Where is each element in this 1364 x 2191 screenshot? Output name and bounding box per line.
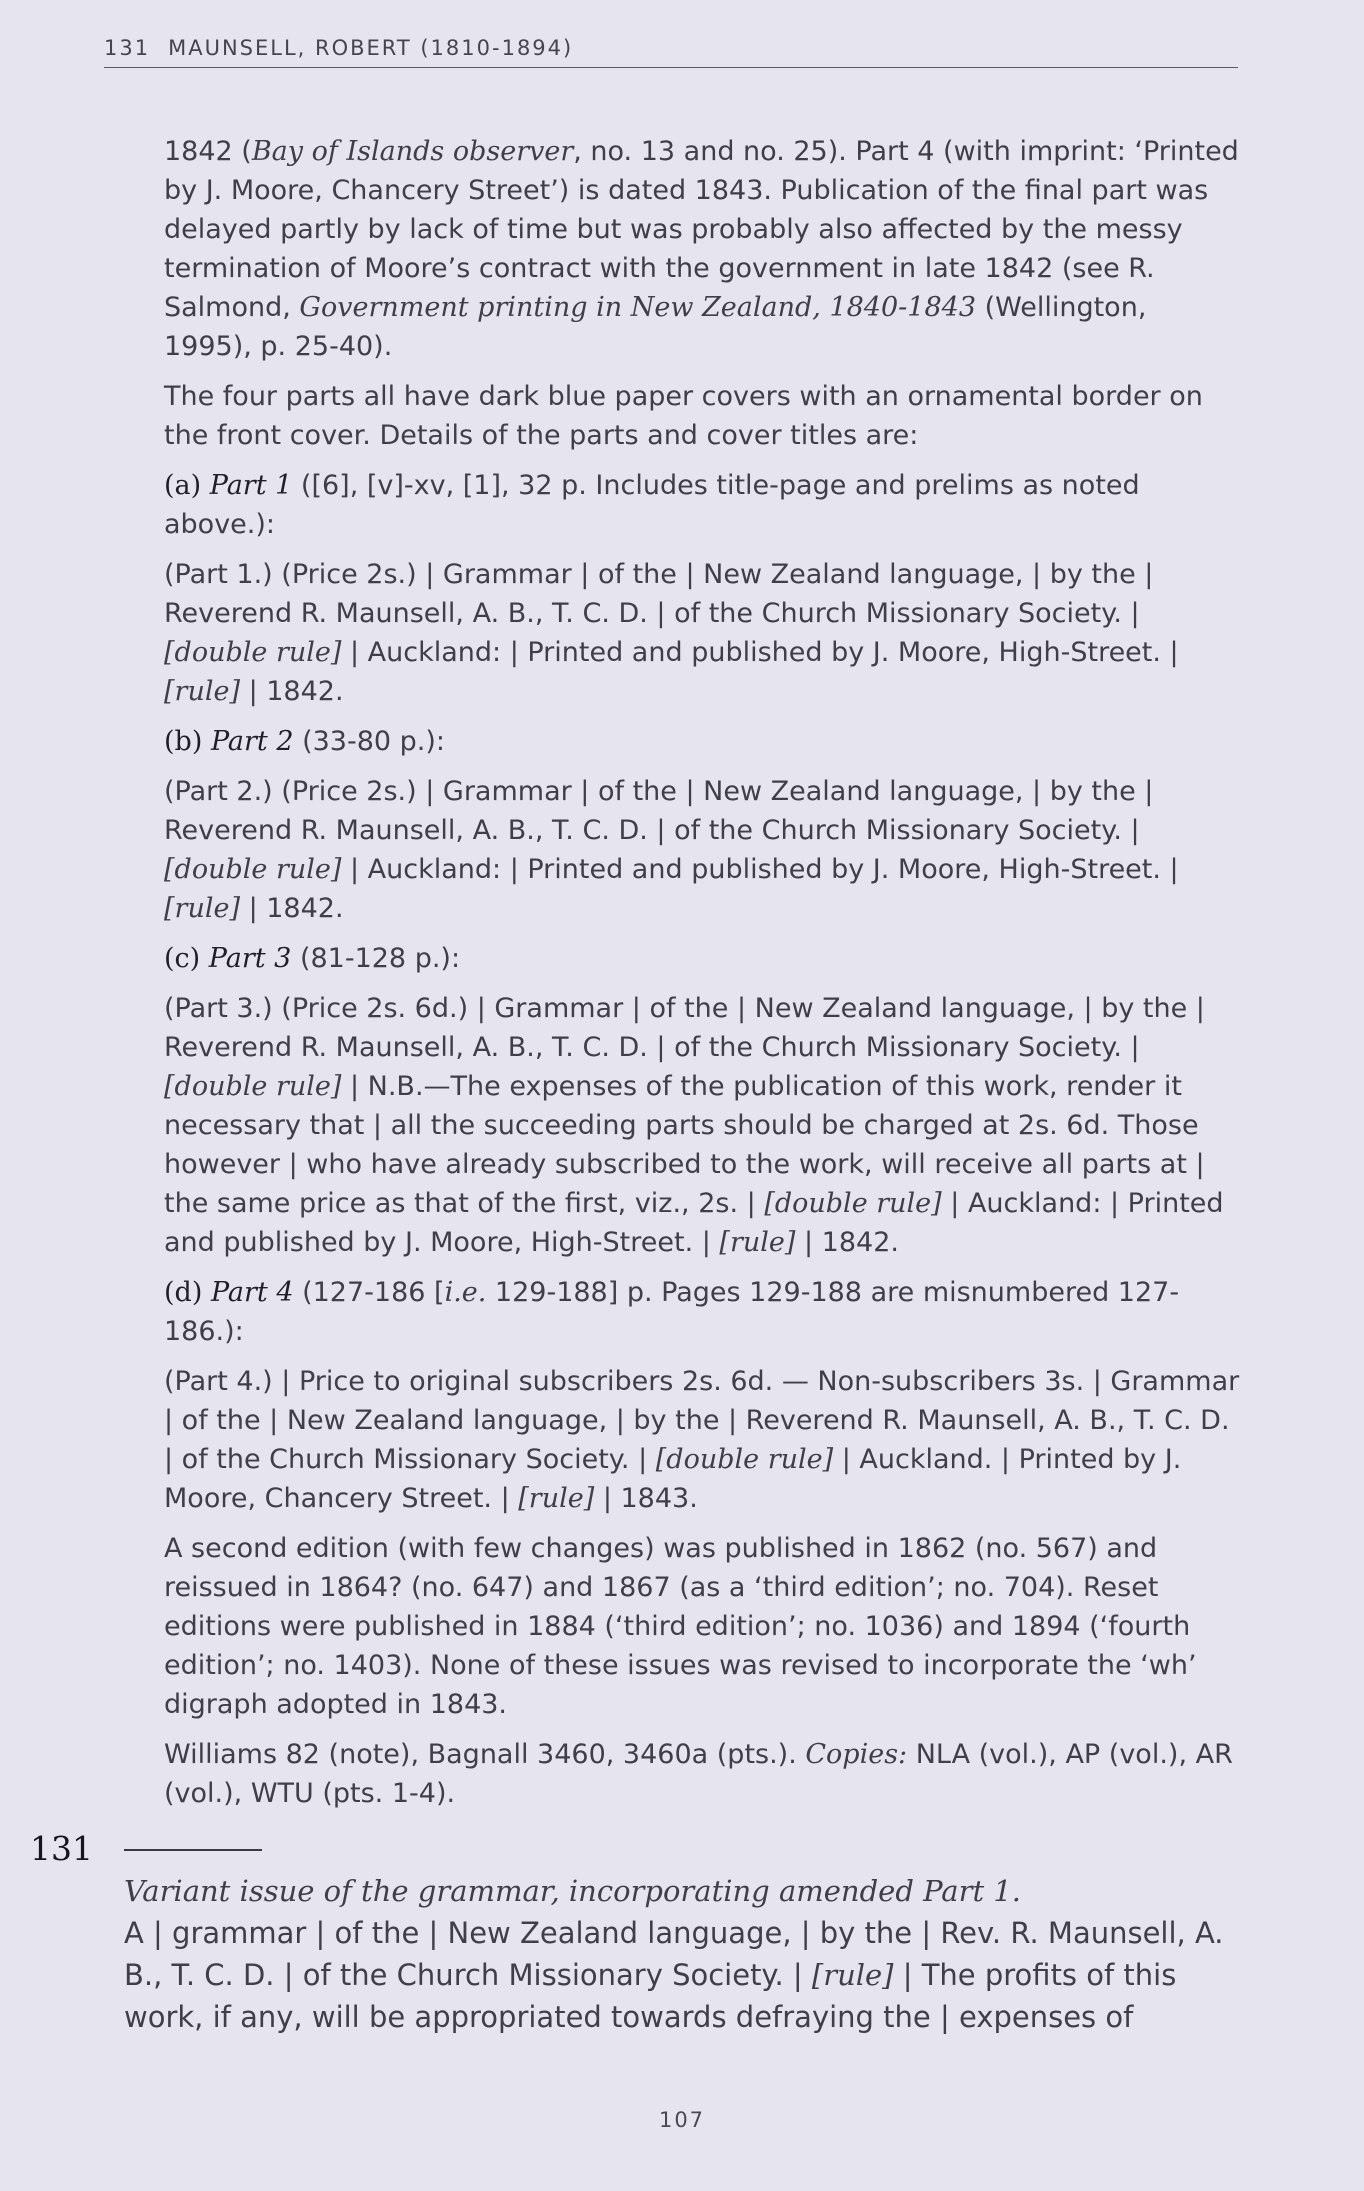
text: | 1842.	[795, 1227, 899, 1258]
running-header	[104, 36, 1238, 68]
part-label: (b)	[164, 726, 211, 757]
entry-number: 131	[30, 1828, 93, 1868]
paragraph-editions: A second edition (with few changes) was published in 1862 (no. 567) and reissued in 1864? (no. 647) and 1867 (as a ‘third edition’; no. 704). Reset editions were published in 1884 (‘third edition’; no. 1036) and 1894 (‘fourth edition’; no. 1403). None of these issues was revised to incorporate the ‘wh’ digraph adopted in 1843.	[164, 1533, 1197, 1720]
part-label: (d)	[164, 1277, 211, 1308]
part-b-heading	[164, 722, 1240, 761]
part-d-cover-title	[164, 1362, 1240, 1518]
text: (Part 4.) | Price to original subscribers 2s. 6d. — Non-subscribers 3s. | Grammar | of the | New Zealand language, | by the | Reverend R. Maunsell, A. B., T. C. D. | of the Church Missionary Society. |	[164, 1366, 1240, 1475]
text: (81-128 p.):	[291, 943, 461, 974]
next-entry	[30, 1826, 1260, 2038]
text: , no. 13 and no. 25). Part 4 (with imprint: ‘Printed by J. Moore, Chancery Street’) is dated 1843. Publication of the final part was delayed partly by lack of time but was probably also affected by the messy termination of Moore’s contract with the government in late 1842 (see R. Salmond,	[164, 136, 1239, 323]
text: | Auckland: | Printed and published by J. Moore, High-Street. |	[341, 854, 1179, 885]
text: NLA (vol.), AP (vol.), AR (vol.), WTU (pts. 1-4).	[164, 1739, 1233, 1809]
part-name: Part 1	[209, 470, 293, 501]
header-title: MAUNSELL, ROBERT (1810-1894)	[168, 36, 574, 60]
part-c-cover-title	[164, 989, 1240, 1262]
page-number: 107	[658, 2108, 706, 2132]
italic-note: [double rule]	[164, 637, 342, 668]
part-c-heading	[164, 939, 1240, 978]
text: (127-186 [	[293, 1277, 445, 1308]
italic-title: Government printing in New Zealand, 1840-1843	[299, 292, 976, 323]
italic-label: Copies:	[805, 1739, 908, 1770]
part-label: (c)	[164, 943, 209, 974]
entry-subtitle: Variant issue of the grammar, incorporating amended Part 1.	[124, 1874, 1022, 1908]
paragraph-references	[164, 1735, 1240, 1813]
paragraph-publication	[164, 132, 1240, 366]
part-name: Part 4	[210, 1277, 294, 1308]
part-d-heading	[164, 1273, 1240, 1351]
italic-note: i.e.	[444, 1277, 487, 1308]
part-label: (a)	[164, 470, 210, 501]
part-b-cover-title	[164, 772, 1240, 928]
header-entry-number: 131	[104, 36, 151, 60]
entry-description	[124, 1870, 1260, 2038]
italic-note: [double rule]	[164, 1071, 342, 1102]
part-name: Part 2	[210, 726, 294, 757]
italic-note: [rule]	[518, 1483, 595, 1514]
text: 129-188] p. Pages 129-188 are misnumbered 127-186.):	[164, 1277, 1180, 1347]
italic-note: [rule]	[719, 1227, 796, 1258]
italic-note: [double rule]	[655, 1444, 834, 1475]
text: (Wellington, 1995), p. 25-40).	[164, 292, 1147, 362]
italic-note: [double rule]	[164, 854, 342, 885]
text: | Auckland: | Printed and published by J. Moore, High-Street. |	[341, 637, 1179, 668]
text: ([6], [v]-xv, [1], 32 p. Includes title-page and prelims as noted above.):	[164, 470, 1140, 540]
text: | Auckland. | Printed by J. Moore, Chancery Street. |	[164, 1444, 1182, 1514]
paragraph-covers: The four parts all have dark blue paper covers with an ornamental border on the front cover. Details of the parts and cover titles are:	[164, 381, 1203, 451]
text: | Auckland: | Printed and published by J. Moore, High-Street. |	[164, 1188, 1224, 1258]
text: | The profits of this work, if any, will be appropriated towards defraying the | expenses of	[124, 1958, 1177, 2034]
part-name: Part 3	[208, 943, 292, 974]
italic-note: [double rule]	[764, 1188, 942, 1219]
text: (Part 1.) (Price 2s.) | Grammar | of the | New Zealand language, | by the | Reverend R. Maunsell, A. B., T. C. D. | of the Church Missionary Society. |	[164, 559, 1154, 629]
entry-dash-rule	[124, 1849, 262, 1851]
text: (Part 3.) (Price 2s. 6d.) | Grammar | of the | New Zealand language, | by the | Reverend R. Maunsell, A. B., T. C. D. | of the Church Missionary Society. |	[164, 993, 1205, 1063]
text: Williams 82 (note), Bagnall 3460, 3460a (pts.).	[164, 1739, 806, 1770]
text: | N.B.—The expenses of the publication of this work, render it necessary that | all the succeeding parts should be charged at 2s. 6d. Those however | who have already subscribed to the work, will receive all parts at | the same price as that of the first, viz., 2s. |	[164, 1071, 1205, 1219]
text: | 1842.	[239, 676, 344, 707]
text: | 1843.	[594, 1483, 698, 1514]
entry-heading	[30, 1826, 1260, 1870]
part-a-heading	[164, 466, 1240, 544]
entry-body	[164, 132, 1240, 1824]
text: 1842 (	[164, 136, 252, 167]
part-a-cover-title	[164, 555, 1240, 711]
italic-title: Bay of Islands observer	[251, 136, 574, 167]
italic-note: [rule]	[164, 893, 240, 924]
text: (Part 2.) (Price 2s.) | Grammar | of the | New Zealand language, | by the | Reverend R. Maunsell, A. B., T. C. D. | of the Church Missionary Society. |	[164, 776, 1154, 846]
entry-title-transcription	[124, 1912, 1260, 2038]
text: A | grammar | of the | New Zealand language, | by the | Rev. R. Maunsell, A. B., T. C. D. | of the Church Missionary Society. |	[124, 1916, 1224, 1992]
text: (33-80 p.):	[293, 726, 446, 757]
text: | 1842.	[239, 893, 344, 924]
italic-note: [rule]	[164, 676, 240, 707]
italic-note: [rule]	[811, 1958, 894, 1992]
